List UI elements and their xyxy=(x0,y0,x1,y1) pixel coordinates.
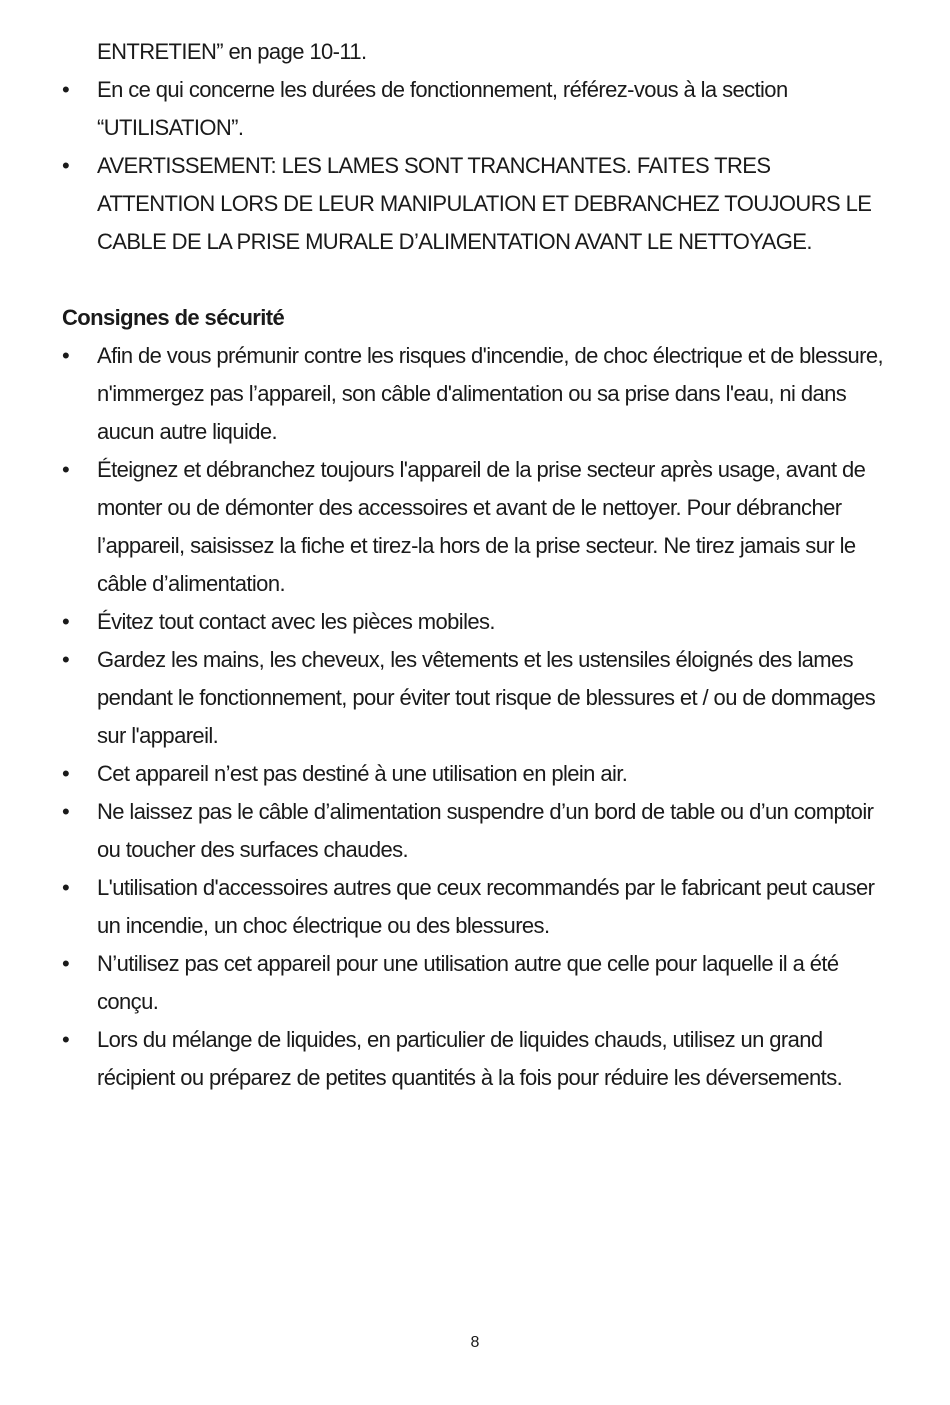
bullet-icon: • xyxy=(62,761,70,786)
list-item-text: Évitez tout contact avec les pièces mobiles. xyxy=(97,609,495,634)
bullet-icon: • xyxy=(62,647,70,672)
top-bullet-list xyxy=(62,71,892,261)
list-item xyxy=(62,603,892,641)
list-item xyxy=(62,793,892,869)
list-item-text: Afin de vous prémunir contre les risques d'incendie, de choc électrique et de blessure, n'immergez pas l’appareil, son câble d'alimentation ou sa prise dans l'eau, ni dans aucun autre liquide. xyxy=(97,343,884,444)
list-item-text: En ce qui concerne les durées de fonctionnement, référez-vous à la section “UTILISATION”. xyxy=(97,77,788,140)
bullet-icon: • xyxy=(62,799,70,824)
list-item xyxy=(62,755,892,793)
bullet-icon: • xyxy=(62,77,70,102)
list-item-text: Lors du mélange de liquides, en particulier de liquides chauds, utilisez un grand récipient ou préparez de petites quantités à la fois pour réduire les déversements. xyxy=(97,1027,843,1090)
list-item xyxy=(62,945,892,1021)
list-item xyxy=(62,147,892,261)
list-item-text: Éteignez et débranchez toujours l'appareil de la prise secteur après usage, avant de monter ou de démonter des accessoires et avant de le nettoyer. Pour débrancher l’appareil, saisissez la fiche et tirez-la hors de la prise secteur. Ne tirez jamais sur le câble d’alimentation. xyxy=(97,457,866,596)
bullet-icon: • xyxy=(62,1027,70,1052)
list-item-text: L'utilisation d'accessoires autres que ceux recommandés par le fabricant peut causer un incendie, un choc électrique ou des blessures. xyxy=(97,875,875,938)
safety-bullet-list xyxy=(62,337,892,1097)
continuation-text: ENTRETIEN” en page 10-11. xyxy=(97,39,367,64)
safety-heading: Consignes de sécurité xyxy=(62,305,285,330)
list-item xyxy=(62,451,892,603)
page-content xyxy=(62,33,892,1097)
list-item xyxy=(62,1021,892,1097)
list-item xyxy=(62,869,892,945)
page-number: 8 xyxy=(470,1334,480,1351)
list-item-text: Ne laissez pas le câble d’alimentation suspendre d’un bord de table ou d’un comptoir ou toucher des surfaces chaudes. xyxy=(97,799,874,862)
bullet-icon: • xyxy=(62,457,70,482)
list-item xyxy=(62,71,892,147)
list-item xyxy=(62,641,892,755)
list-item-text: AVERTISSEMENT: LES LAMES SONT TRANCHANTES. FAITES TRES ATTENTION LORS DE LEUR MANIPULATION ET DEBRANCHEZ TOUJOURS LE CABLE DE LA PRISE MURALE D’ALIMENTATION AVANT LE NETTOYAGE. xyxy=(97,153,872,254)
bullet-icon: • xyxy=(62,951,70,976)
list-item-text: Gardez les mains, les cheveux, les vêtements et les ustensiles éloignés des lames pendant le fonctionnement, pour éviter tout risque de blessures et / ou de dommages sur l'appareil. xyxy=(97,647,876,748)
bullet-icon: • xyxy=(62,153,70,178)
list-item-text: N’utilisez pas cet appareil pour une utilisation autre que celle pour laquelle il a été conçu. xyxy=(97,951,839,1014)
bullet-icon: • xyxy=(62,343,70,368)
bullet-icon: • xyxy=(62,875,70,900)
list-item xyxy=(62,337,892,451)
bullet-icon: • xyxy=(62,609,70,634)
list-item-text: Cet appareil n’est pas destiné à une utilisation en plein air. xyxy=(97,761,628,786)
